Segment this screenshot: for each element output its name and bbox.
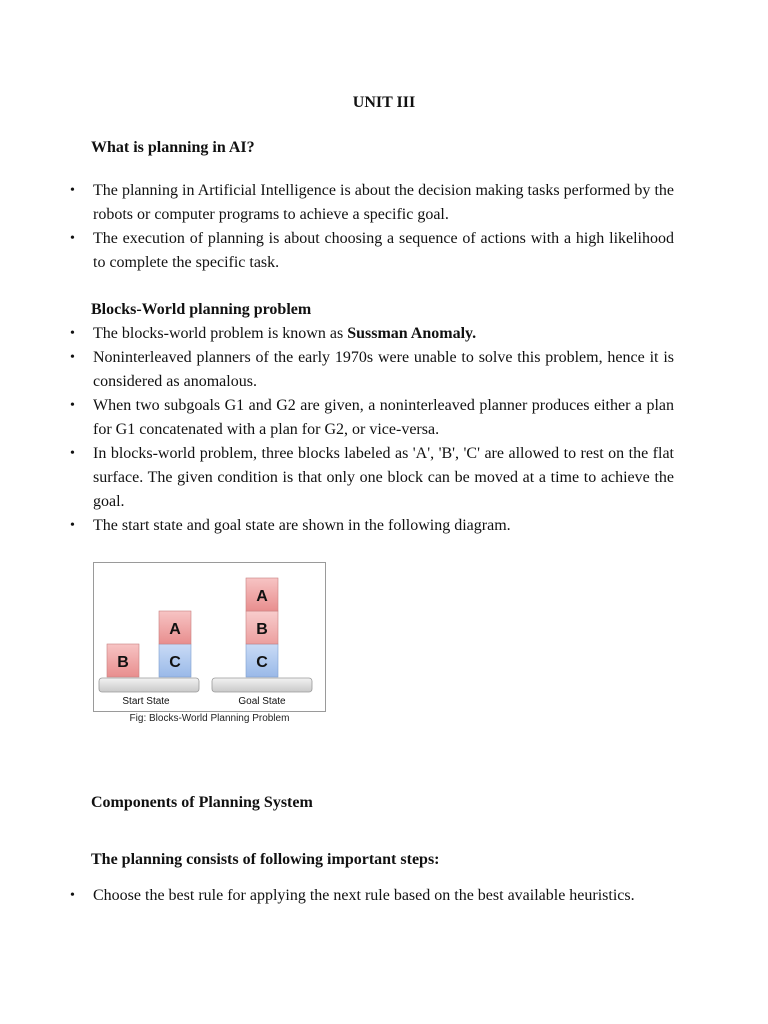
start-state-label: Start State [122,696,170,707]
heading-what-is-planning: What is planning in AI? [91,139,255,156]
sussman-anomaly-text: Sussman Anomaly. [347,325,477,342]
list-item: • The execution of planning is about choosing a sequence of actions with a high likelihood to complete the specific task. [93,227,674,275]
heading-planning-steps: The planning consists of following important steps: [91,851,440,868]
bullet-text: The blocks-world problem is known as [93,325,348,342]
planning-steps-bullet-list [93,884,674,908]
list-item: • In blocks-world problem, three blocks labeled as 'A', 'B', 'C' are allowed to rest on the flat surface. The given condition is that only one block can be moved at a time to achieve the goal. [93,442,674,514]
planning-bullet-list [93,179,674,275]
list-item [93,322,674,346]
goal-state-label: Goal State [238,696,286,707]
goal-block-a-label: A [256,588,268,605]
blocks-world-figure [93,562,326,712]
start-block-b-label: B [117,654,129,671]
heading-components: Components of Planning System [91,794,313,811]
blocks-world-bullet-list [93,322,674,538]
heading-blocks-world: Blocks-World planning problem [91,301,312,318]
list-item: • The start state and goal state are shown in the following diagram. [93,514,674,538]
list-item: • The planning in Artificial Intelligence is about the decision making tasks performed by the robots or computer programs to achieve a specific goal. [93,179,674,227]
start-block-c-label: C [169,654,181,671]
list-item: • Noninterleaved planners of the early 1970s were unable to solve this problem, hence it is considered as anomalous. [93,346,674,394]
start-block-a-label: A [169,621,181,638]
list-item: • When two subgoals G1 and G2 are given, a noninterleaved planner produces either a plan for G1 concatenated with a plan for G2, or vice-versa. [93,394,674,442]
figure-caption: Fig: Blocks-World Planning Problem [129,713,290,724]
goal-block-c-label: C [256,654,268,671]
goal-table [212,678,312,692]
list-item: • Choose the best rule for applying the next rule based on the best available heuristics. [93,884,674,908]
start-table [99,678,199,692]
goal-block-b-label: B [256,621,268,638]
blocks-world-diagram [94,563,325,711]
unit-title: UNIT III [352,94,416,111]
